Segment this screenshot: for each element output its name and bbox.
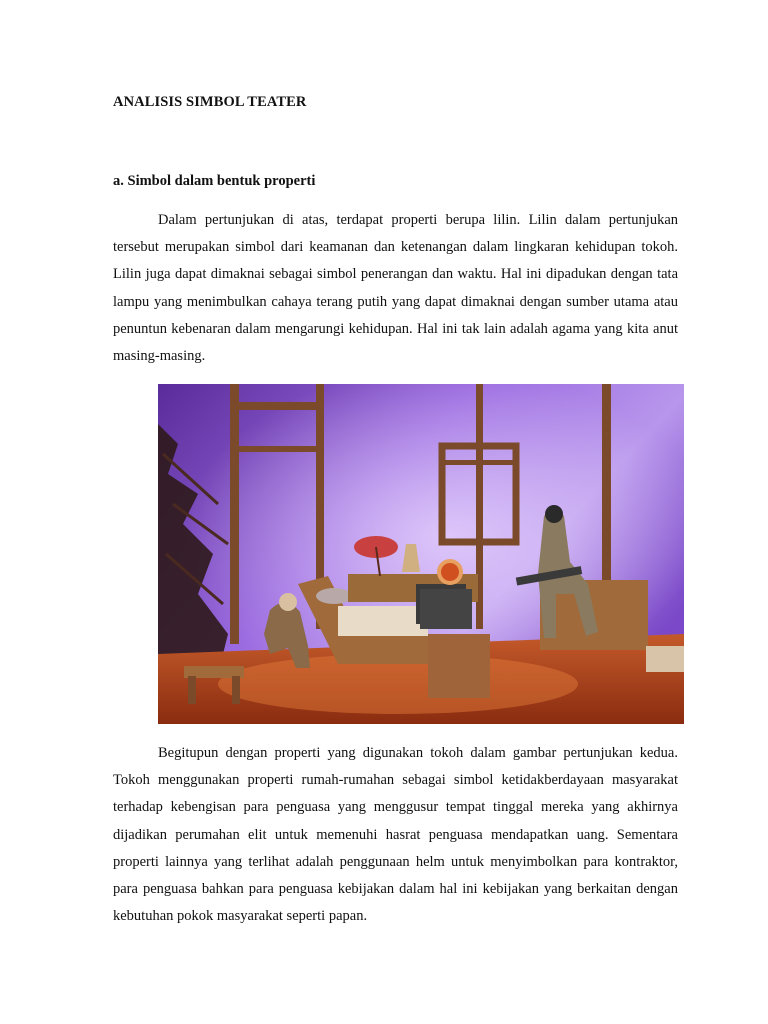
post-left — [230, 384, 239, 644]
document-title: ANALISIS SIMBOL TEATER — [113, 94, 307, 110]
paragraph-2: Begitupun dengan properti yang digunakan tokoh dalam gambar pertunjukan kedua. Tokoh menggunakan properti rumah-rumahan sebagai simbol ketidakberdayaan masyarakat terhadap kebengisan para penguasa yang menggusur tempat tinggal mereka yang akhirnya dijadikan perumahan elit untuk memenuhi hasrat penguasa mendapatkan uang. Sementara properti lainnya yang terlihat adalah penggunaan helm untuk menyimbolkan para kontraktor, para penguasa bahkan para penguasa kebijakan dalam hal ini kebijakan yang berkaitan dengan kebutuhan pokok masyarakat seperti papan. — [113, 745, 678, 925]
section-heading: a. Simbol dalam bentuk properti — [113, 173, 316, 189]
tv-set — [420, 589, 472, 629]
theater-stage-photo — [158, 384, 684, 724]
paragraph-1: Dalam pertunjukan di atas, terdapat properti berupa lilin. Lilin dalam pertunjukan tersebut merupakan simbol dari keamanan dan ketenangan dalam lingkaran kehidupan tokoh. Lilin juga dapat dimaknai sebagai simbol penerangan dan waktu. Hal ini dipadukan dengan tata lampu yang menimbulkan cahaya terang putih yang dapat dimaknai dengan sumber utama atau penuntun kebenaran dalam mengarungi kehidupan. Hal ini tak lain adalah agama yang kita anut masing-masing. — [113, 212, 678, 365]
